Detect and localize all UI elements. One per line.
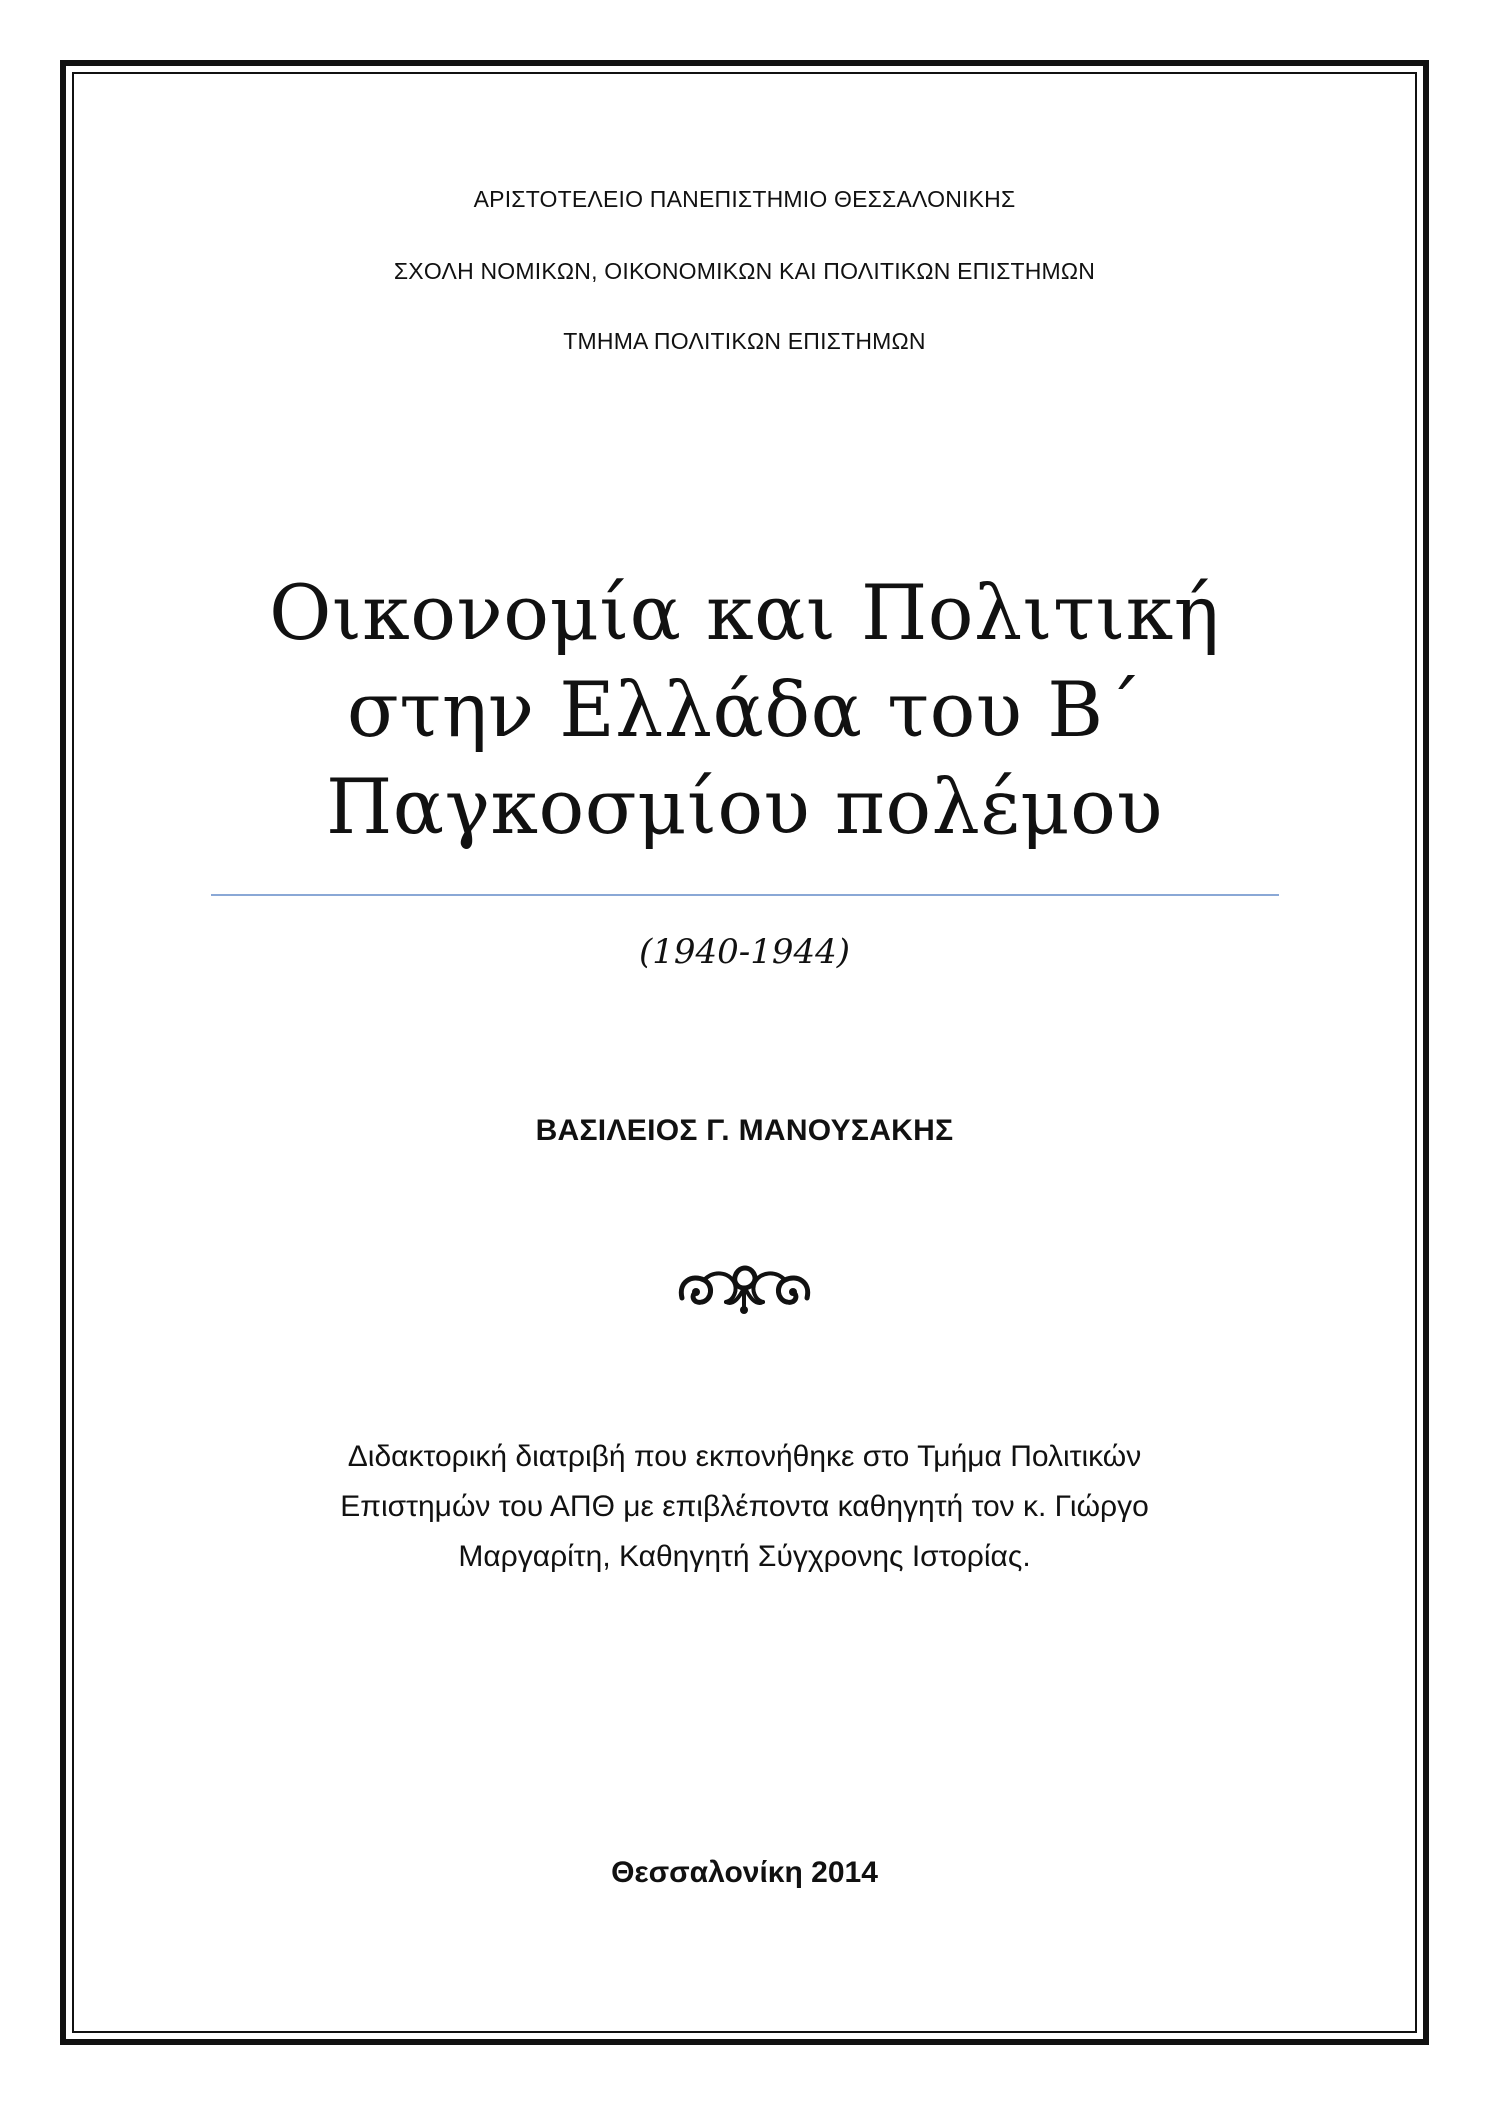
thesis-title-line: Παγκοσμίου πολέμου [325,762,1164,851]
school-name: ΣΧΟΛΗ ΝΟΜΙΚΩΝ, ΟΙΚΟΝΟΜΙΚΩΝ ΚΑΙ ΠΟΛΙΤΙΚΩΝ ΕΠΙΣΤΗΜΩΝ [393,258,1096,284]
description-line: Μαργαρίτη, Καθηγητή Σύγχρονης Ιστορίας. [458,1540,1031,1573]
thesis-description [74,1432,1415,1582]
thesis-title-line: στην Ελλάδα του Β΄ [346,665,1143,754]
place-and-year: Θεσσαλονίκη 2014 [611,1856,878,1889]
university-name: ΑΡΙΣΤΟΤΕΛΕΙΟ ΠΑΝΕΠΙΣΤΗΜΙΟ ΘΕΣΣΑΛΟΝΙΚΗΣ [473,186,1016,212]
title-divider [211,894,1279,896]
author-name: ΒΑΣΙΛΕΙΟΣ Γ. ΜΑΝΟΥΣΑΚΗΣ [535,1114,954,1147]
department-name: ΤΜΗΜΑ ΠΟΛΙΤΙΚΩΝ ΕΠΙΣΤΗΜΩΝ [563,328,926,354]
description-line: Επιστημών του ΑΠΘ με επιβλέποντα καθηγητή τον κ. Γιώργο [340,1490,1149,1523]
title-page [74,74,1415,2031]
thesis-period: (1940-1944) [638,932,851,972]
thesis-title-line: Οικονομία και Πολιτική [269,568,1220,657]
description-line: Διδακτορική διατριβή που εκπονήθηκε στο Τμήμα Πολιτικών [347,1440,1142,1473]
thesis-title [74,564,1415,855]
decorative-flourish-icon [674,1252,815,1322]
